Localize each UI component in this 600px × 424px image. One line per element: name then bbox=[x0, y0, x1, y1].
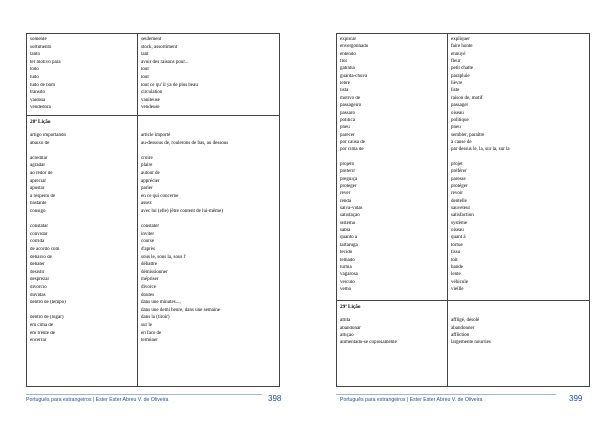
french-translation: parapluie bbox=[451, 73, 470, 79]
portuguese-term: dentro de (tempo) bbox=[30, 300, 66, 306]
portuguese-term: apostar bbox=[30, 186, 45, 192]
french-translation: paresse bbox=[451, 176, 466, 182]
portuguese-term: em cima de bbox=[30, 323, 54, 328]
portuguese-term: acreditar bbox=[30, 155, 48, 161]
column-divider bbox=[137, 34, 138, 386]
footer-text: Português para estrangeiros | Ester Ester Abreu V. de Oliveira bbox=[340, 397, 483, 403]
portuguese-term: a respeito de bbox=[30, 193, 56, 199]
french-translation: oiseau bbox=[451, 228, 464, 234]
french-translation: vaniteuse bbox=[141, 97, 160, 103]
french-translation: affligé, désolé bbox=[451, 318, 480, 324]
portuguese-term: debaixo de bbox=[30, 254, 52, 260]
french-translation: véhicule bbox=[451, 279, 468, 285]
portuguese-term: pneu bbox=[340, 125, 350, 131]
portuguese-term: tudo de bom bbox=[30, 82, 55, 88]
portuguese-term: telhado bbox=[340, 257, 355, 263]
french-translation: circulation bbox=[141, 90, 163, 96]
french-translation: plaire bbox=[141, 163, 153, 169]
french-translation: d'après bbox=[141, 247, 155, 252]
portuguese-term: por cima de bbox=[340, 147, 364, 153]
french-translation: tant bbox=[141, 52, 149, 58]
portuguese-term: tudo bbox=[30, 75, 39, 80]
french-translation: lente bbox=[451, 272, 461, 278]
portuguese-term: encerrar bbox=[30, 338, 47, 344]
french-translation: sous le, sous la, sous l' bbox=[141, 254, 186, 260]
french-translation: revoir bbox=[451, 191, 463, 197]
portuguese-term: constatar bbox=[30, 224, 49, 230]
portuguese-term: satisfação bbox=[340, 213, 360, 219]
portuguese-term: ter motivo para bbox=[30, 59, 61, 65]
french-translation: pneu bbox=[451, 125, 461, 131]
portuguese-term: veículo bbox=[340, 279, 355, 285]
portuguese-term: trânsito bbox=[30, 90, 45, 96]
french-translation: divorce bbox=[141, 285, 156, 290]
portuguese-term: tecido bbox=[340, 250, 353, 256]
french-translation: lièvre bbox=[451, 81, 463, 87]
lesson-heading: 29ª Lição bbox=[340, 304, 361, 311]
french-translation: dans la (tiroir) bbox=[141, 315, 170, 321]
portuguese-term: aflita bbox=[340, 318, 351, 324]
portuguese-term: vagarosa bbox=[340, 272, 358, 278]
french-translation: ennuyé bbox=[451, 51, 466, 57]
french-translation: projet bbox=[451, 161, 463, 167]
french-translation: à cause de bbox=[451, 139, 472, 145]
french-translation: avoir des raisons pour... bbox=[141, 59, 189, 65]
portuguese-term: artigo importando bbox=[30, 133, 66, 138]
portuguese-term: proteger bbox=[340, 184, 357, 189]
french-translation: constater bbox=[141, 224, 160, 230]
french-translation: course bbox=[141, 239, 155, 245]
portuguese-term: consigo bbox=[30, 209, 46, 214]
portuguese-term: corrida bbox=[30, 239, 45, 245]
portuguese-term: envergonhado bbox=[340, 44, 369, 50]
portuguese-term: gatinha bbox=[340, 66, 355, 72]
footer-rule bbox=[26, 394, 262, 395]
portuguese-term: abaixo de bbox=[30, 140, 50, 146]
french-translation: affliction bbox=[451, 332, 470, 338]
french-translation: en ce qui concerne bbox=[141, 193, 179, 199]
lesson-heading: 28ª Lição bbox=[30, 119, 51, 125]
section-divider bbox=[337, 300, 589, 301]
portuguese-term: política bbox=[340, 117, 355, 123]
french-translation: sembler, paraître bbox=[451, 132, 485, 138]
french-translation: abandonner bbox=[451, 325, 475, 331]
portuguese-term: sabiá bbox=[340, 228, 351, 234]
portuguese-term: bastante bbox=[30, 201, 47, 207]
portuguese-term: quanto à bbox=[340, 235, 358, 241]
portuguese-term: ao redor de bbox=[30, 171, 53, 176]
portuguese-term: vaidosa bbox=[30, 97, 46, 103]
portuguese-term: por causa de bbox=[340, 139, 365, 145]
portuguese-term: preferir bbox=[340, 169, 355, 175]
page-number: 399 bbox=[569, 394, 583, 403]
portuguese-term: apreciar bbox=[30, 178, 47, 184]
portuguese-term: aflição bbox=[340, 332, 354, 338]
french-translation: raison de, motif bbox=[451, 95, 483, 101]
french-translation: petit chatte bbox=[451, 66, 474, 72]
french-translation: toit bbox=[451, 257, 458, 263]
portuguese-term: alimentado-se copiosamente bbox=[340, 340, 397, 346]
french-translation: dentelle bbox=[451, 198, 467, 204]
portuguese-term: sistema bbox=[340, 220, 355, 226]
portuguese-term: flor bbox=[340, 59, 348, 65]
portuguese-term: dentro de (lugar) bbox=[30, 315, 64, 321]
french-translation: doutes bbox=[141, 292, 155, 298]
portuguese-term: tartaruga bbox=[340, 242, 358, 248]
french-translation: passager bbox=[451, 103, 469, 109]
portuguese-term: sortimento bbox=[30, 44, 52, 50]
french-translation: mépriser bbox=[141, 277, 159, 283]
portuguese-term: pássaro bbox=[340, 110, 355, 116]
french-translation: fleur bbox=[451, 59, 461, 65]
vocabulary-table bbox=[336, 33, 590, 387]
french-translation: tout bbox=[141, 75, 149, 80]
french-translation: tortue bbox=[451, 242, 463, 248]
french-translation: en face de bbox=[141, 330, 162, 336]
french-translation: dans une demi heure, dans une semaine bbox=[141, 307, 221, 313]
portuguese-term: de acordo com bbox=[30, 247, 60, 252]
french-translation: sauveteur bbox=[451, 206, 471, 212]
french-translation: avec lui (elle) (être content de lui-même) bbox=[141, 209, 223, 214]
french-translation: au-dessous de, roulerons de bas, au dessous bbox=[141, 140, 229, 146]
french-translation: tout ce qu' il ya de plus beau bbox=[141, 82, 198, 88]
french-translation: croire bbox=[141, 155, 153, 161]
french-translation: système bbox=[451, 220, 468, 226]
french-translation: protéger bbox=[451, 184, 468, 189]
portuguese-term: divórcio bbox=[30, 285, 47, 290]
portuguese-term: turma bbox=[340, 264, 352, 270]
french-translation: autour de bbox=[141, 171, 160, 176]
french-translation: quant à bbox=[451, 235, 466, 241]
portuguese-term: explicar bbox=[340, 37, 357, 42]
portuguese-term: em frente de bbox=[30, 330, 55, 336]
french-translation: tissu bbox=[451, 250, 461, 256]
portuguese-term: vendedora bbox=[30, 105, 51, 111]
portuguese-term: salva-vidas bbox=[340, 206, 363, 212]
french-translation: liste bbox=[451, 88, 460, 94]
portuguese-term: passageiro bbox=[340, 103, 362, 109]
french-translation: parier bbox=[141, 186, 153, 192]
column-divider bbox=[447, 34, 448, 386]
footer-rule bbox=[336, 394, 556, 395]
french-translation: satisfaction bbox=[451, 213, 474, 219]
footer-text: Português para estrangeiros | Ester Ester Abreu V. de Oliveira bbox=[26, 397, 169, 403]
french-translation: assez bbox=[141, 201, 152, 207]
portuguese-term: todo bbox=[30, 67, 39, 73]
portuguese-term: debater bbox=[30, 262, 45, 268]
right-page bbox=[300, 0, 600, 424]
portuguese-term: agradar bbox=[30, 163, 45, 169]
portuguese-term: lista bbox=[340, 88, 349, 94]
french-translation: seulement bbox=[141, 37, 162, 42]
french-translation: démissionner bbox=[141, 269, 168, 275]
french-translation: article importé bbox=[141, 133, 171, 138]
french-translation: vendeuse bbox=[141, 105, 160, 111]
portuguese-term: projeto bbox=[340, 161, 355, 167]
portuguese-term: motivo de bbox=[340, 95, 361, 101]
french-translation: faire honte bbox=[451, 44, 473, 50]
portuguese-term: somente bbox=[30, 37, 47, 42]
portuguese-term: renda bbox=[340, 198, 352, 204]
page-number: 398 bbox=[268, 394, 282, 403]
french-translation: sur le bbox=[141, 323, 152, 328]
french-translation: oiseau bbox=[451, 110, 464, 116]
french-translation: tout bbox=[141, 67, 149, 73]
portuguese-term: rever bbox=[340, 191, 351, 197]
french-translation: largemente nourries bbox=[451, 340, 491, 346]
french-translation: inviter bbox=[141, 231, 155, 237]
portuguese-term: dúvidas bbox=[30, 292, 46, 298]
french-translation: vieille bbox=[451, 286, 464, 292]
french-translation: bande bbox=[451, 264, 463, 270]
section-divider bbox=[27, 115, 279, 116]
french-translation: débattre bbox=[141, 262, 158, 268]
portuguese-term: lebre bbox=[340, 81, 350, 87]
french-translation: politique bbox=[451, 117, 469, 123]
french-translation: dans une minutes..., bbox=[141, 300, 181, 306]
portuguese-term: convidar bbox=[30, 231, 48, 237]
portuguese-term: preguiça bbox=[340, 176, 358, 182]
portuguese-term: entendo bbox=[340, 51, 356, 57]
portuguese-term: tanto bbox=[30, 52, 40, 58]
french-translation: terminer bbox=[141, 338, 158, 344]
portuguese-term: desistir bbox=[30, 269, 45, 275]
portuguese-term: velho bbox=[340, 286, 352, 292]
french-translation: apprécier bbox=[141, 178, 160, 184]
french-translation: préférer bbox=[451, 169, 467, 175]
french-translation: expliquer bbox=[451, 37, 470, 42]
portuguese-term: abandonar bbox=[340, 325, 361, 331]
french-translation: par dessus le, la, sur la, sur la bbox=[451, 147, 510, 153]
portuguese-term: guarda-chuva bbox=[340, 73, 368, 79]
french-translation: stock, assortiment bbox=[141, 44, 178, 50]
vocabulary-table bbox=[26, 33, 280, 387]
portuguese-term: parecer bbox=[340, 132, 355, 138]
portuguese-term: desprezar bbox=[30, 277, 50, 283]
